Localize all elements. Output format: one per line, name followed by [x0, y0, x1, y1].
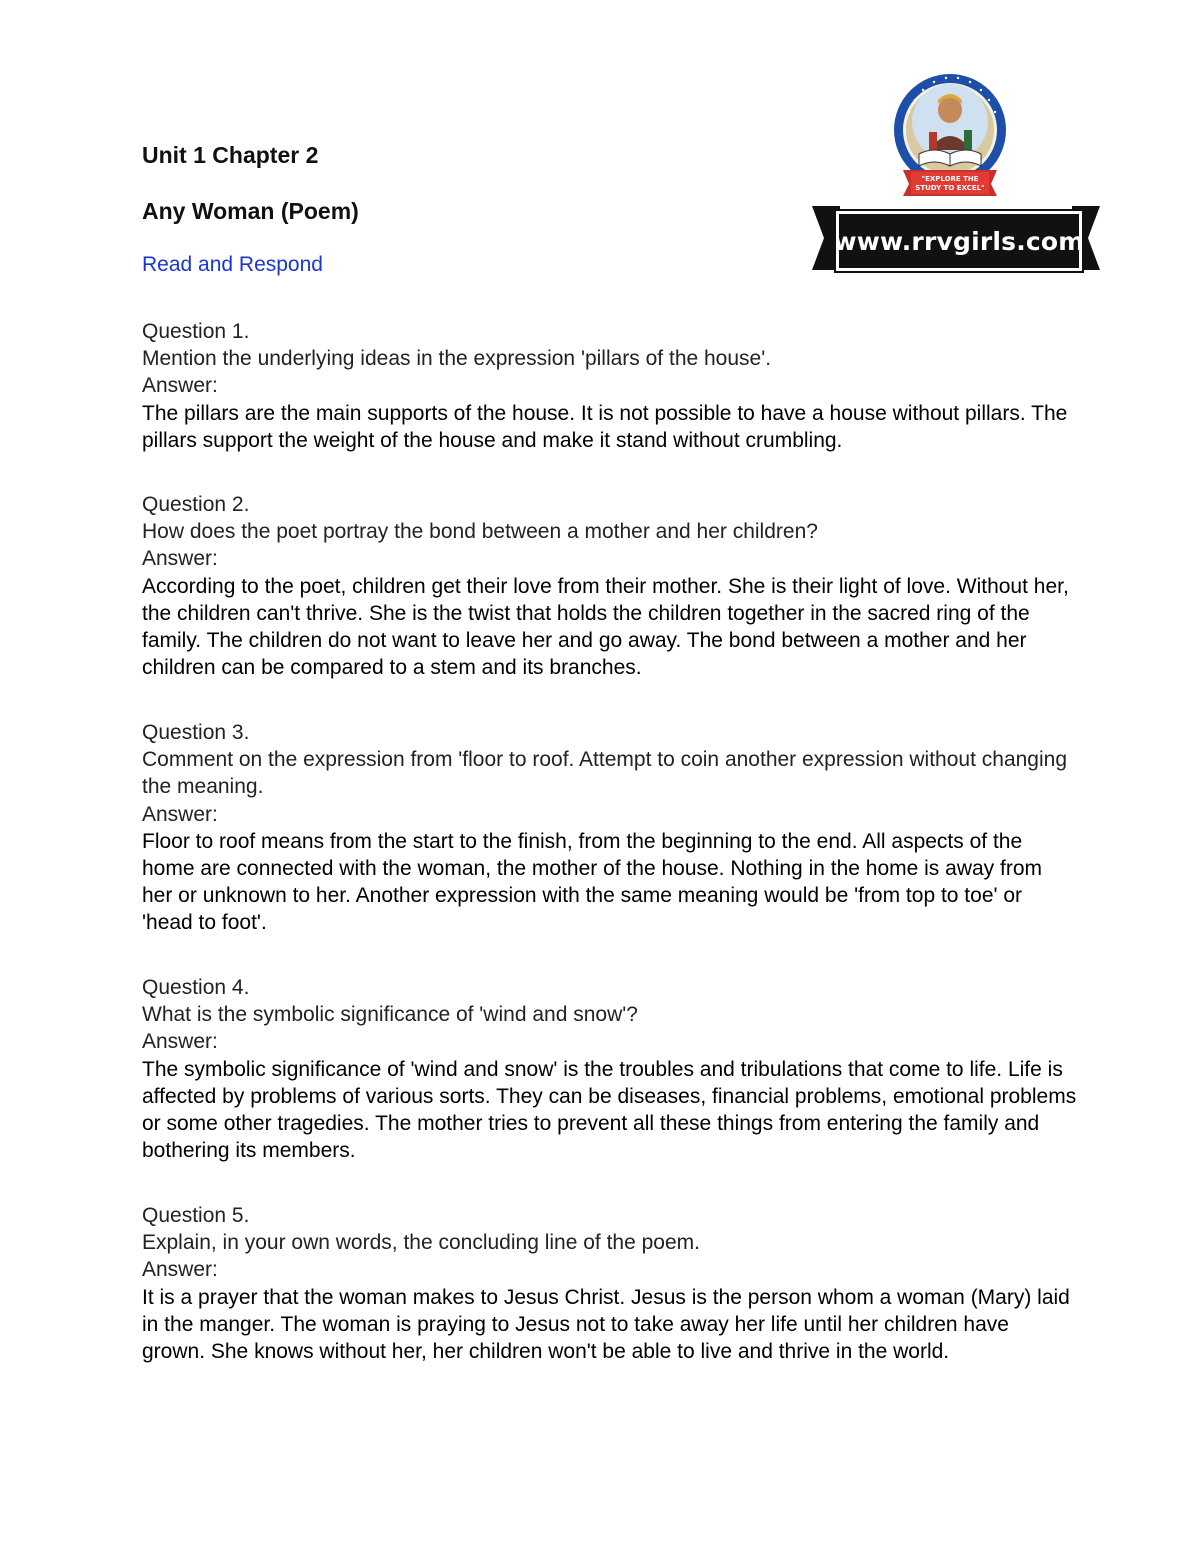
- site-logo[interactable]: [810, 72, 1102, 277]
- question-text: Explain, in your own words, the concluding line of the poem.: [142, 1231, 700, 1255]
- unit-title: Unit 1 Chapter 2: [142, 142, 319, 168]
- svg-text:STUDY TO EXCEL": STUDY TO EXCEL": [915, 184, 985, 192]
- answer-label: Answer:: [142, 1258, 218, 1282]
- read-and-respond-link[interactable]: Read and Respond: [142, 253, 323, 276]
- answer-label: Answer:: [142, 374, 218, 398]
- question-label: Question 5.: [142, 1204, 250, 1227]
- website-url[interactable]: www.rrvgirls.com: [833, 226, 1085, 256]
- question-label: Question 3.: [142, 721, 250, 744]
- answer-label: Answer:: [142, 1030, 218, 1054]
- svg-text:"EXPLORE THE: "EXPLORE THE: [921, 175, 979, 183]
- question-label: Question 4.: [142, 976, 250, 999]
- answer-text: The symbolic significance of 'wind and snow' is the troubles and tribulations that come to life. Life is affected by problems of various sorts. They can be diseases, financial problems, emotional problems or some other tragedies. The mother tries to prevent all these things from entering the family and bothering its members.: [142, 1057, 1077, 1163]
- question-text: What is the symbolic significance of 'wind and snow'?: [142, 1003, 638, 1027]
- question-text: Comment on the expression from 'floor to roof. Attempt to coin another expression without changing the meaning.: [142, 748, 1068, 799]
- answer-text: The pillars are the main supports of the house. It is not possible to have a house without pillars. The pillars support the weight of the house and make it stand without crumbling.: [142, 401, 1068, 452]
- school-emblem-icon: [889, 72, 1011, 200]
- qa-block-4: [142, 974, 1077, 1164]
- answer-label: Answer:: [142, 802, 218, 826]
- question-label: Question 1.: [142, 320, 250, 343]
- qa-block-5: [142, 1202, 1077, 1365]
- poem-title: Any Woman (Poem): [142, 198, 359, 224]
- question-text: Mention the underlying ideas in the expression 'pillars of the house'.: [142, 347, 772, 371]
- answer-text: According to the poet, children get their love from their mother. She is their light of love. Without her, the children can't thrive. She is the twist that holds the children together in the sacred ring of the family. The children do not want to leave her and go away. The bond between a mother and her children can be compared to a stem and its branches.: [142, 574, 1069, 680]
- qa-block-2: [142, 491, 1077, 681]
- question-text: How does the poet portray the bond between a mother and her children?: [142, 520, 818, 544]
- qa-block-1: [142, 318, 1077, 454]
- qa-block-3: [142, 719, 1077, 937]
- question-label: Question 2.: [142, 493, 250, 516]
- answer-text: It is a prayer that the woman makes to Jesus Christ. Jesus is the person whom a woman (Mary) laid in the manger. The woman is praying to Jesus not to take away her life until her children have grown. She knows without her, her children won't be able to live and thrive in the world.: [142, 1285, 1070, 1364]
- website-banner[interactable]: [810, 198, 1102, 278]
- website-label-box: [833, 211, 1085, 271]
- answer-text: Floor to roof means from the start to the finish, from the beginning to the end. All aspects of the home are connected with the woman, the mother of the house. Nothing in the home is away from her or unknown to her. Another expression with the same meaning would be 'from top to toe' or 'head to foot'.: [142, 829, 1042, 935]
- answer-label: Answer:: [142, 547, 218, 571]
